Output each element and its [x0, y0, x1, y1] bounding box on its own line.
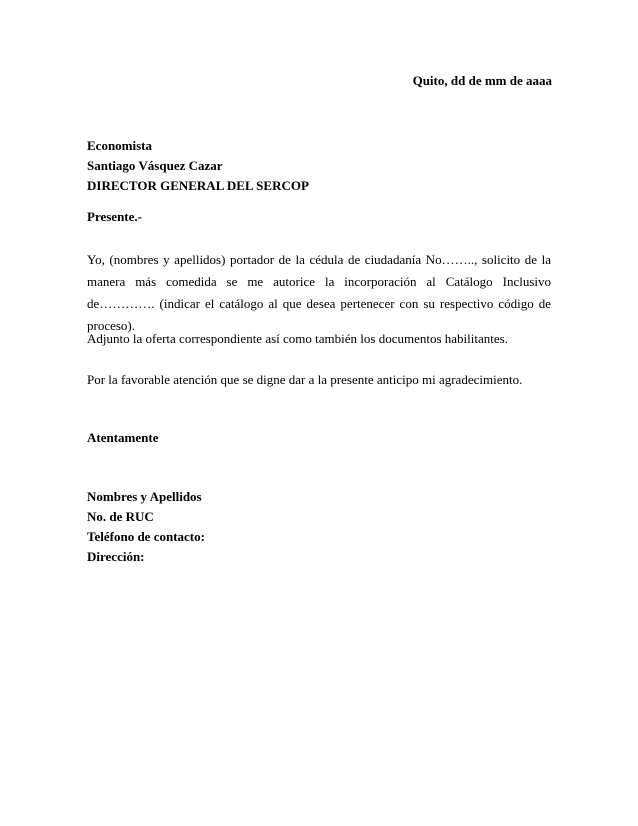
date-line: Quito, dd de mm de aaaa: [412, 73, 552, 88]
signature-phone: Teléfono de contacto:: [87, 529, 205, 544]
body-paragraph-request: Yo, (nombres y apellidos) portador de la cédula de ciudadanía No…….., solicito de la manera más comedida se me autorice la incorporación al Catálogo Inclusivo de…………. (indicar el catálogo al que desea pertenecer con su respectivo código de proceso).: [87, 252, 551, 333]
addressee-position: DIRECTOR GENERAL DEL SERCOP: [87, 178, 309, 193]
signature-name: Nombres y Apellidos: [87, 489, 202, 504]
addressee-title: Economista: [87, 138, 152, 153]
body-paragraph-attachments: Adjunto la oferta correspondiente así como también los documentos habilitantes.: [87, 331, 508, 346]
signature-ruc: No. de RUC: [87, 509, 154, 524]
body-paragraph-thanks: Por la favorable atención que se digne dar a la presente anticipo mi agradecimiento.: [87, 372, 523, 387]
signature-block: [87, 487, 551, 567]
greeting: Presente.-: [87, 209, 142, 224]
addressee-name: Santiago Vásquez Cazar: [87, 158, 223, 173]
closing: Atentamente: [87, 430, 159, 445]
addressee-block: [87, 136, 551, 196]
signature-address: Dirección:: [87, 549, 145, 564]
